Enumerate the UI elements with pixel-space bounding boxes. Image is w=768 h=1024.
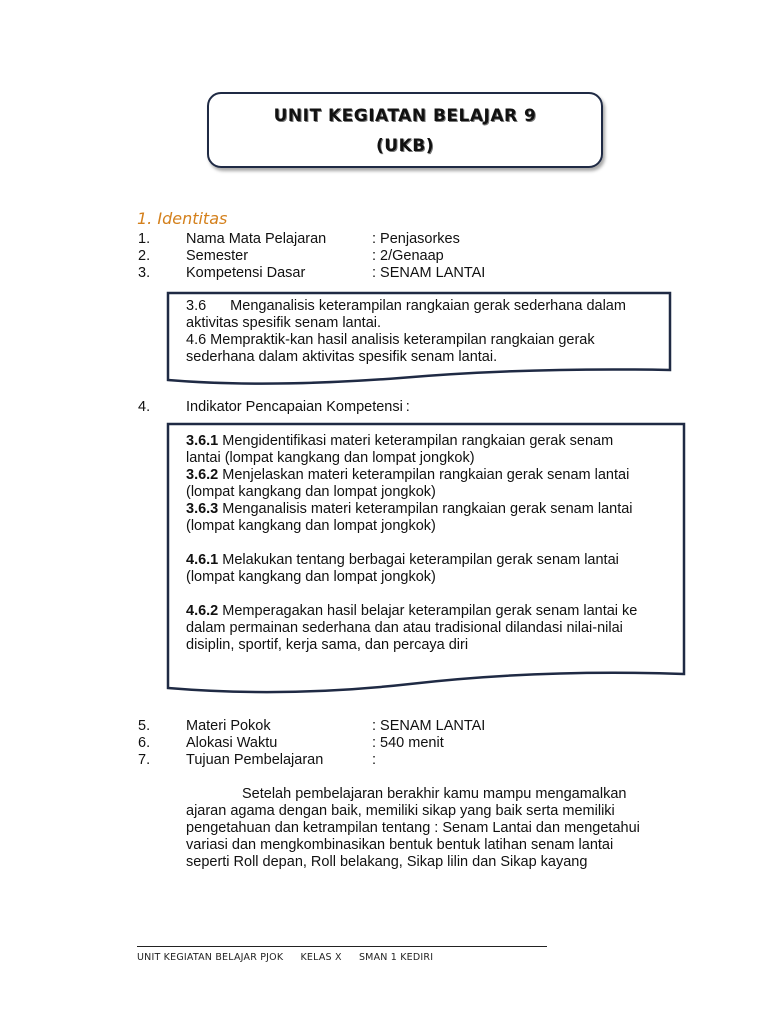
footer-divider bbox=[137, 946, 547, 947]
indicator-text: Menjelaskan materi keterampilan rangkaian gerak senam lantai bbox=[218, 467, 630, 483]
row-number: 2. bbox=[138, 248, 151, 264]
row-number: 5. bbox=[138, 718, 151, 734]
row-value: : Penjasorkes bbox=[372, 231, 460, 247]
indicator-code: 3.6.2 bbox=[186, 467, 219, 483]
row-label: Tujuan Pembelajaran bbox=[186, 752, 324, 768]
indicator-code: 3.6.3 bbox=[186, 501, 219, 517]
indicator-code: 4.6.1 bbox=[186, 552, 219, 568]
kd-line: 4.6 Mempraktik-kan hasil analisis keterampilan rangkaian gerak bbox=[186, 332, 595, 348]
indicator-text: (lompat kangkang dan lompat jongkok) bbox=[186, 484, 436, 500]
row-number: 4. bbox=[138, 399, 151, 415]
indicator-text: (lompat kangkang dan lompat jongkok) bbox=[186, 569, 436, 585]
indicator-text: lantai (lompat kangkang dan lompat jongkok) bbox=[186, 450, 475, 466]
kd-line: aktivitas spesifik senam lantai. bbox=[186, 315, 382, 331]
objective-line: variasi dan mengkombinasikan bentuk bentuk latihan senam lantai bbox=[186, 837, 614, 853]
objective-line: pengetahuan dan ketrampilan tentang : Senam Lantai dan mengetahui bbox=[186, 820, 640, 836]
indicator-text: Memperagakan hasil belajar keterampilan gerak senam lantai ke bbox=[218, 603, 638, 619]
row-value: : SENAM LANTAI bbox=[372, 265, 486, 281]
row-number: 3. bbox=[138, 265, 151, 281]
kd-box-text bbox=[186, 298, 666, 366]
footer-class: KELAS X bbox=[300, 952, 342, 963]
indicator-text: Melakukan tentang berbagai keterampilan gerak senam lantai bbox=[218, 552, 619, 568]
objective-line: seperti Roll depan, Roll belakang, Sikap lilin dan Sikap kayang bbox=[186, 854, 588, 870]
row-number: 1. bbox=[138, 231, 151, 247]
indicator-text: disiplin, sportif, kerja sama, dan percaya diri bbox=[186, 637, 469, 653]
kd-line: sederhana dalam aktivitas spesifik senam lantai. bbox=[186, 349, 498, 365]
row-value: : 540 menit bbox=[372, 735, 444, 751]
indicator-text: Menganalisis materi keterampilan rangkaian gerak senam lantai bbox=[218, 501, 633, 517]
indicator-text: (lompat kangkang dan lompat jongkok) bbox=[186, 518, 436, 534]
indicator-code: 3.6.1 bbox=[186, 433, 219, 449]
objective-paragraph bbox=[186, 786, 686, 871]
kd-code: 3.6 bbox=[186, 298, 207, 314]
indicator-text: Mengidentifikasi materi keterampilan rangkaian gerak senam bbox=[218, 433, 614, 449]
section-heading: 1. Identitas bbox=[137, 209, 228, 228]
footer bbox=[137, 952, 447, 963]
objective-line: ajaran agama dengan baik, memiliki sikap yang baik serta memiliki bbox=[186, 803, 615, 819]
row-value: : SENAM LANTAI bbox=[372, 718, 486, 734]
row-label: Indikator Pencapaian Kompetensi : bbox=[186, 399, 410, 415]
row-label: Alokasi Waktu bbox=[186, 735, 278, 751]
row-value: : bbox=[372, 752, 377, 768]
footer-school: SMAN 1 KEDIRI bbox=[358, 952, 434, 963]
title-box bbox=[207, 92, 603, 168]
row-value: : 2/Genaap bbox=[372, 248, 444, 264]
indicator-text: dalam permainan sederhana dan atau tradisional dilandasi nilai-nilai bbox=[186, 620, 623, 636]
title-line-2: (UKB) bbox=[376, 136, 434, 156]
row-label: Kompetensi Dasar bbox=[186, 265, 306, 281]
indicator-code: 4.6.2 bbox=[186, 603, 219, 619]
footer-unit: UNIT KEGIATAN BELAJAR PJOK bbox=[137, 952, 284, 963]
row-label: Semester bbox=[186, 248, 249, 264]
kd-text: Menganalisis keterampilan rangkaian gerak sederhana dalam bbox=[230, 298, 626, 314]
row-number: 7. bbox=[138, 752, 151, 768]
objective-line: Setelah pembelajaran berakhir kamu mampu mengamalkan bbox=[242, 786, 627, 802]
row-number: 6. bbox=[138, 735, 151, 751]
title-line-1: UNIT KEGIATAN BELAJAR 9 bbox=[273, 106, 537, 126]
row-label: Materi Pokok bbox=[186, 718, 271, 734]
row-label: Nama Mata Pelajaran bbox=[186, 231, 327, 247]
indicators-box-text bbox=[186, 433, 681, 654]
